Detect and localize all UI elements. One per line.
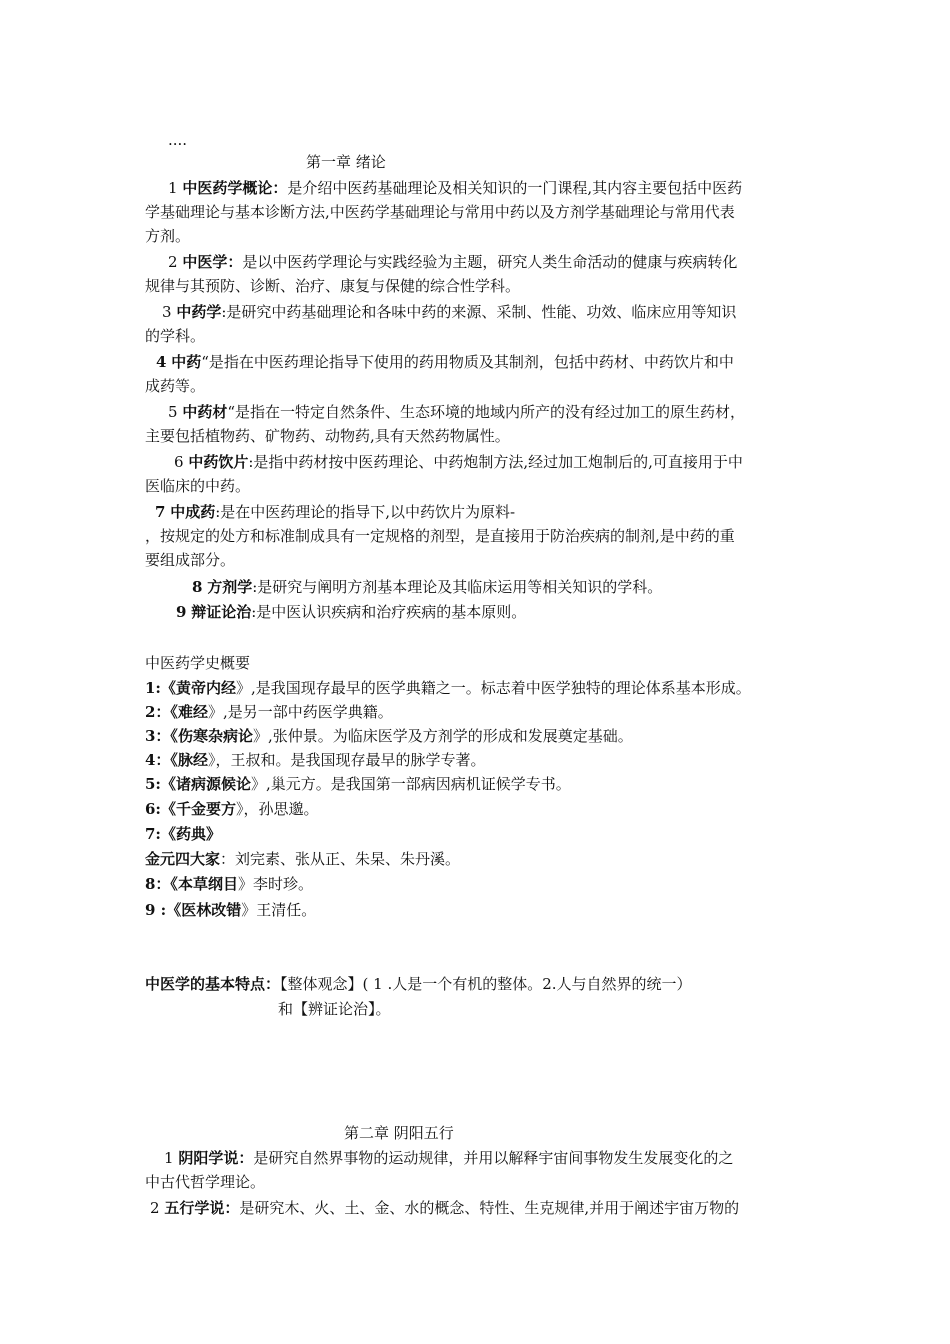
history-item-jin-yuan: 金元四大家：刘完素、张从正、朱杲、朱丹溪。 (145, 850, 461, 868)
def-2-line-2: 规律与其预防、诊断、治疗、康复与保健的综合性学科。 (145, 277, 521, 295)
def-7-line-3: 要组成部分。 (145, 551, 236, 569)
def-3-line-1: 3 中药学:是研究中药基础理论和各味中药的来源、采制、性能、功效、临床应用等知识 (162, 303, 737, 321)
header-dots: .... (168, 131, 188, 149)
features-line-1: 中医学的基本特点：【整体观念】( 1 .人是一个有机的整体。2.人与自然界的统一） (145, 975, 692, 993)
def-9-line-1: 9 辩证论治:是中医认识疾病和治疗疾病的基本原则。 (176, 603, 527, 621)
chapter-2-title: 第二章 阴阳五行 (344, 1124, 454, 1142)
history-title: 中医药学史概要 (145, 654, 251, 672)
def-8-line-1: 8 方剂学:是研究与阐明方剂基本理论及其临床运用等相关知识的学科。 (192, 578, 663, 596)
def-7-line-1: 7 中成药:是在中医药理论的指导下,以中药饮片为原料- (155, 503, 516, 521)
def-term: 中医药学概论： (182, 179, 288, 197)
def-1-line-1: 1 中医药学概论：是介绍中医药基础理论及相关知识的一门课程,其内容主要包括中医药 (168, 179, 743, 197)
history-item-2: 2：《难经》,是另一部中药医学典籍。 (145, 703, 393, 721)
features-line-2: 和【辨证论治】。 (278, 1000, 391, 1018)
def-term: 中医学： (182, 253, 243, 271)
history-item-1: 1:《黄帝内经》,是我国现存最早的医学典籍之一。标志着中医学独特的理论体系基本形成。 (145, 679, 751, 697)
history-item-6: 6:《千金要方》，孙思邈。 (145, 800, 319, 818)
history-item-3: 3：《伤寒杂病论》,张仲景。为临床医学及方剂学的形成和发展奠定基础。 (145, 727, 633, 745)
def-1-line-2: 学基础理论与基本诊断方法,中医药学基础理论与常用中药以及方剂学基础理论与常用代表 (145, 203, 735, 221)
def-1-line-3: 方剂。 (145, 227, 191, 245)
def-6-line-2: 医临床的中药。 (145, 477, 251, 495)
def-term: 中成药 (170, 503, 216, 521)
def-2-line-1: 2 中医学：是以中医药学理论与实践经验为主题，研究人类生命活动的健康与疾病转化 (168, 253, 738, 271)
def-6-line-1: 6 中药饮片:是指中药材按中医药理论、中药炮制方法,经过加工炮制后的,可直接用于中 (174, 453, 743, 471)
ch2-def-1-line-1: 1 阴阳学说：是研究自然界事物的运动规律，并用以解释宇宙间事物发生发展变化的之 (164, 1149, 734, 1167)
ch2-def-2-line-1: 2 五行学说：是研究木、火、土、金、水的概念、特性、生克规律,并用于阐述宇宙万物的 (150, 1199, 740, 1217)
ch2-def-1-line-2: 中古代哲学理论。 (145, 1173, 266, 1191)
def-4-line-1: 4 中药“是指在中医药理论指导下使用的药用物质及其制剂，包括中药材、中药饮片和中 (156, 353, 734, 371)
def-term: 方剂学 (207, 578, 253, 596)
history-item-4: 4：《脉经》，王叔和。是我国现存最早的脉学专著。 (145, 751, 486, 769)
def-term: 中药 (171, 353, 202, 371)
history-item-5: 5:《诸病源候论》,巢元方。是我国第一部病因病机证候学专书。 (145, 775, 571, 793)
def-term: 阴阳学说： (178, 1149, 254, 1167)
def-5-line-2: 主要包括植物药、矿物药、动物药,具有天然药物属性。 (145, 427, 510, 445)
def-4-line-2: 成药等。 (145, 377, 206, 395)
def-3-line-2: 的学科。 (145, 327, 206, 345)
def-5-line-1: 5 中药材“是指在一特定自然条件、生态环境的地域内所产的没有经过加工的原生药材， (168, 403, 746, 421)
chapter-1-title: 第一章 绪论 (306, 153, 386, 171)
history-item-7: 7:《药典》 (145, 825, 222, 843)
features-label: 中医学的基本特点： (145, 975, 281, 993)
def-term: 五行学说： (164, 1199, 240, 1217)
def-term: 中药学 (176, 303, 222, 321)
def-term: 中药饮片 (188, 453, 249, 471)
def-term: 中药材 (182, 403, 228, 421)
history-item-9: 9 :《医林改错》王清任。 (145, 901, 317, 919)
def-term: 辩证论治 (191, 603, 252, 621)
history-item-8: 8：《本草纲目》李时珍。 (145, 875, 313, 893)
def-7-line-2: ，按规定的处方和标准制成具有一定规格的剂型，是直接用于防治疾病的制剂,是中药的重 (145, 527, 735, 545)
